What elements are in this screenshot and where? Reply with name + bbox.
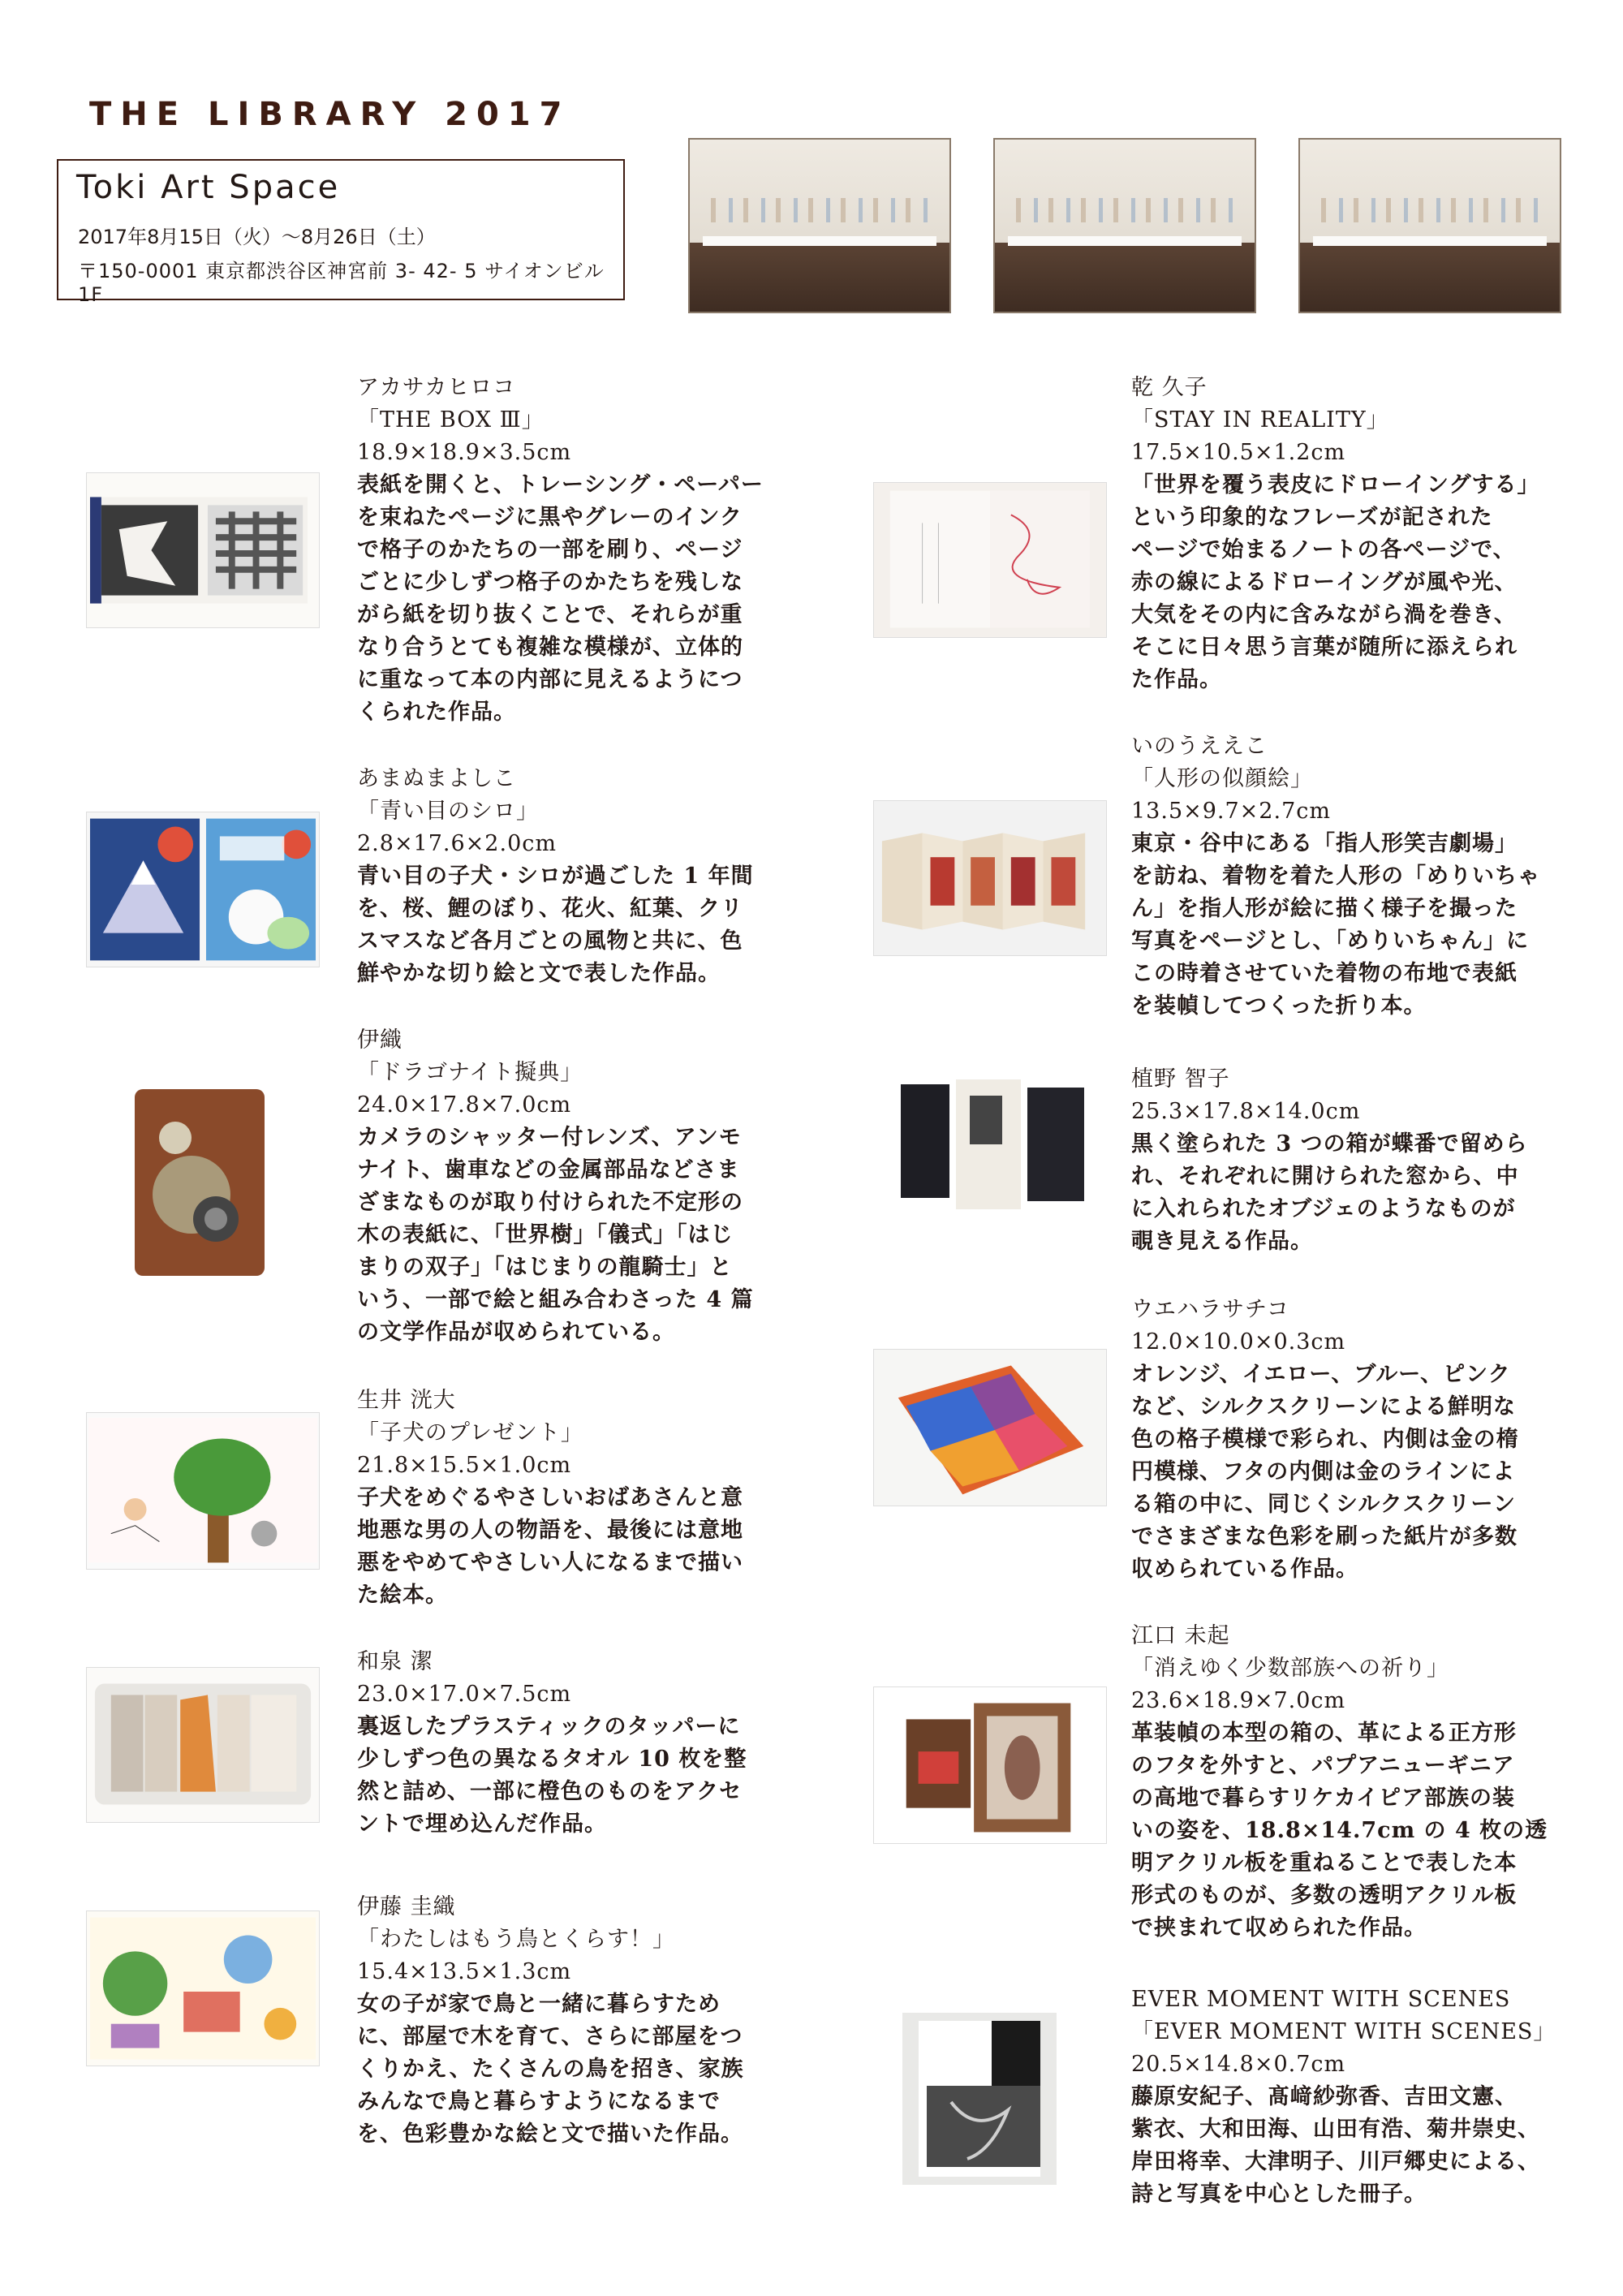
- artwork-photo-towel-box: [86, 1667, 320, 1823]
- artwork-title: 「EVER MOMENT WITH SCENES」: [1131, 2019, 1556, 2044]
- artist-name: 伊藤 圭織: [357, 1894, 456, 1919]
- artwork-size: 12.0×10.0×0.3cm: [1131, 1329, 1346, 1355]
- artwork-entry-1: [357, 372, 795, 729]
- venue-address: 〒150-0001 東京都渋谷区神宮前 3- 42- 5 サイオンビル1F: [78, 260, 605, 306]
- artwork-photo-koinu-no-present: [86, 1412, 320, 1570]
- artwork-description: 「世界を覆う表皮にドローイングする」 という印象的なフレーズが記された ページで始まるノートの各ページで、 赤の線によるドローイングが風や光、 大気をその内に含みながら渦を巻き、 そこに日々思う言葉が随所に添えられ た作品。: [1131, 472, 1540, 692]
- artwork-title: 「STAY IN REALITY」: [1131, 407, 1389, 433]
- artwork-size: 13.5×9.7×2.7cm: [1131, 799, 1331, 824]
- artist-name: 乾 久子: [1131, 375, 1208, 400]
- artist-name: 江口 未起: [1131, 1623, 1230, 1648]
- artwork-photo-stay-in-reality: [873, 482, 1107, 638]
- artwork-photo-silkscreen-box: [873, 1349, 1107, 1506]
- artwork-entry-7: [1131, 372, 1569, 696]
- venue-name: Toki Art Space: [76, 169, 341, 206]
- artwork-photo-acrylic-book-box: [873, 1686, 1107, 1844]
- artwork-title: 「消えゆく少数部族への祈り」: [1131, 1656, 1449, 1681]
- artist-name: EVER MOMENT WITH SCENES: [1131, 1987, 1511, 2012]
- artwork-description: 藤原安紀子、髙﨑紗弥香、吉田文憲、 紫衣、大和田海、山田有浩、菊井崇史、 岸田将幸、大津明子、川戸郷史による、 詩と写真を中心とした冊子。: [1131, 2084, 1540, 2207]
- artwork-title: 「わたしはもう鳥とくらす！」: [357, 1927, 675, 1952]
- artwork-entry-5: [357, 1646, 795, 1841]
- artwork-photo-the-box: [86, 472, 320, 628]
- gallery-photo-2: [993, 138, 1256, 313]
- artwork-size: 18.9×18.9×3.5cm: [357, 440, 572, 465]
- artwork-size: 24.0×17.8×7.0cm: [357, 1092, 572, 1118]
- artwork-entry-9: [1131, 1063, 1569, 1258]
- artwork-size: 17.5×10.5×1.2cm: [1131, 440, 1346, 465]
- artwork-description: 表紙を開くと、トレーシング・ペーパー を束ねたページに黒やグレーのインク で格子のかたちの一部を刷り、ページ ごとに少しずつ格子のかたちを残しな がら紙を切り抜くことで、それらが重 なり合うとても複雑な模様が、立体的 に重なって本の内部に見えるようにつ くられた作品。: [357, 472, 764, 725]
- artwork-description: 東京・谷中にある「指人形笑吉劇場」 を訪ね、着物を着た人形の「めりいちゃ ん」を指人形が絵に描く様子を撮った 写真をページとし、「めりいちゃん」に この時着させていた着物の布地で表紙 を装幀してつくった折り本。: [1131, 831, 1540, 1019]
- artwork-title: 「ドラゴナイト擬典」: [357, 1060, 583, 1085]
- artwork-entry-4: [357, 1385, 795, 1612]
- artwork-description: 革装幀の本型の箱の、革による正方形 のフタを外すと、パプアニューギニア の高地で暮らすリケカイピア部族の装 いの姿を、18.8×14.7cm の 4 枚の透 明アクリル板を重ねることで表した本 形式のものが、多数の透明アクリル板 で挟まれて収められた作品。: [1131, 1721, 1548, 1941]
- artist-name: ウエハラサチコ: [1131, 1297, 1289, 1322]
- artwork-size: 23.0×17.0×7.5cm: [357, 1682, 572, 1707]
- artist-name: 和泉 潔: [357, 1649, 433, 1674]
- artwork-entry-6: [357, 1891, 795, 2151]
- artwork-entry-8: [1131, 730, 1569, 1023]
- artwork-entry-11: [1131, 1620, 1569, 1945]
- artist-name: いのうええこ: [1131, 734, 1268, 759]
- gallery-photo-3: [1298, 138, 1561, 313]
- artwork-title: 「人形の似顔絵」: [1131, 766, 1313, 791]
- artwork-size: 25.3×17.8×14.0cm: [1131, 1099, 1361, 1124]
- artist-name: あまぬまよしこ: [357, 766, 516, 791]
- venue-info-box: [57, 159, 625, 306]
- exhibition-dates: 2017年8月15日（火）～8月26日（土）: [78, 226, 436, 248]
- artwork-description: 青い目の子犬・シロが過ごした 1 年間 を、桜、鯉のぼり、花火、紅葉、クリ スマスなど各月ごとの風物と共に、色 鮮やかな切り絵と文で表した作品。: [357, 864, 754, 986]
- artist-name: 伊織: [357, 1027, 403, 1053]
- artwork-title: 「子犬のプレゼント」: [357, 1420, 583, 1445]
- artwork-description: オレンジ、イエロー、ブルー、ピンク など、シルクスクリーンによる鮮明な 色の格子模様で彩られ、内側は金の楕 円模様、フタの内側は金のラインによ る箱の中に、同じくシルクスクリーン でさまざまな色彩を刷った紙片が多数 収められている作品。: [1131, 1362, 1519, 1582]
- artwork-description: 黒く塗られた 3 つの箱が蝶番で留めら れ、それぞれに開けられた窓から、中 に入れられたオブジェのようなものが 覗き見える作品。: [1131, 1131, 1528, 1254]
- artwork-photo-dragonite-giten: [118, 1081, 297, 1289]
- artwork-entry-12: [1131, 1984, 1569, 2211]
- artwork-size: 23.6×18.9×7.0cm: [1131, 1688, 1346, 1713]
- artwork-entry-2: [357, 763, 795, 990]
- artwork-photo-tori-to-kurasu: [86, 1910, 320, 2066]
- artwork-size: 15.4×13.5×1.3cm: [357, 1959, 572, 1984]
- exhibition-title: THE LIBRARY 2017: [89, 96, 571, 133]
- artist-name: アカサカヒロコ: [357, 375, 516, 400]
- artwork-photo-black-boxes: [893, 1071, 1100, 1230]
- artwork-size: 20.5×14.8×0.7cm: [1131, 2052, 1346, 2077]
- artwork-photo-ningyo-no-nigaoe: [873, 800, 1107, 956]
- artwork-photo-ever-moment: [902, 2013, 1057, 2185]
- artwork-entry-3: [357, 1024, 795, 1349]
- artwork-description: 裏返したプラスティックのタッパーに 少しずつ色の異なるタオル 10 枚を整 然と詰め、一部に橙色のものをアクセ ントで埋め込んだ作品。: [357, 1714, 747, 1837]
- artwork-description: カメラのシャッター付レンズ、アンモ ナイト、歯車などの金属部品などさま ざまなものが取り付けられた不定形の 木の表紙に、「世界樹」「儀式」「はじ まりの双子」「はじまりの龍騎士」と いう、一部で絵と組み合わさった 4 篇 の文学作品が収められている。: [357, 1125, 754, 1345]
- artwork-title: 「THE BOX Ⅲ」: [357, 407, 545, 433]
- artwork-description: 子犬をめぐるやさしいおばあさんと意 地悪な男の人の物語を、最後には意地 悪をやめてやさしい人になるまで描い た絵本。: [357, 1485, 743, 1608]
- artist-name: 植野 智子: [1131, 1066, 1230, 1092]
- artwork-entry-10: [1131, 1294, 1569, 1586]
- gallery-photo-1: [688, 138, 951, 313]
- artist-name: 生井 洸大: [357, 1388, 456, 1413]
- artwork-description: 女の子が家で鳥と一緒に暮らすため に、部屋で木を育て、さらに部屋をつ くりかえ、たくさんの鳥を招き、家族 みんなで鳥と暮らすようになるまで を、色彩豊かな絵と文で描いた作品。: [357, 1992, 744, 2147]
- artwork-title: 「青い目のシロ」: [357, 799, 539, 824]
- artwork-size: 21.8×15.5×1.0cm: [357, 1453, 572, 1478]
- artwork-photo-aoime-no-shiro: [86, 812, 320, 967]
- artwork-size: 2.8×17.6×2.0cm: [357, 831, 557, 856]
